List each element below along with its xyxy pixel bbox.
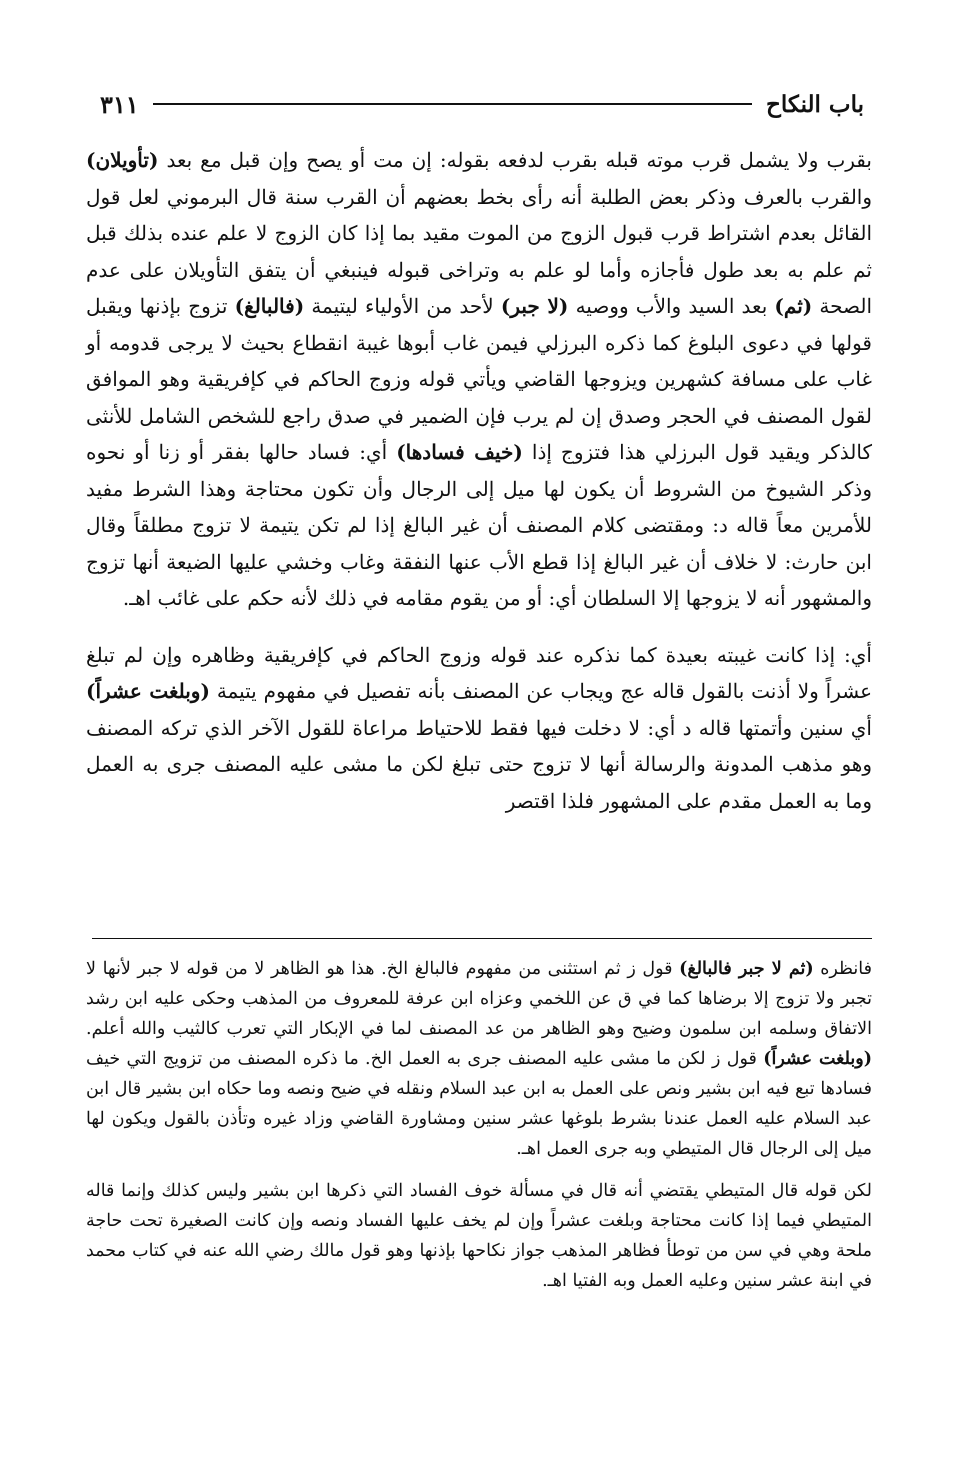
text-run: قول ز لكن ما مشى عليه المصنف جرى به العمل الخ. ما ذكره المصنف من تزويج التي خيف فسادها تبع فيه ابن بشير ونص على العمل به ابن عبد السلام ونقله في ضيح ونصه وما حكاه ابن بشير قال ابن عبد السلام عليه العمل عندنا بشرط بلوغها عشر سنين ومشاورة القاضي وزاد غيره وتأذن بالقول ويكون لها ميل إلى الرجال قال المتيطي وبه جرى العمل اهـ. <box>86 1049 872 1159</box>
running-header <box>100 84 864 124</box>
text-run: قول ز ثم استثنى من مفهوم فالبالغ الخ. هذا هو الظاهر لا من قوله لا جبر لأنها لا تجبر ولا تزوج إلا برضاها كما في ق عن اللخمي وعزاه ابن عرفة للمعروف من المذهب وحكى عليه ابن رشد الاتفاق وسلمه ابن سلمون وضيح وهو الظاهر من عد المصنف لما في الإبكار التي تعرب كالثيب والله أعلم. <box>86 959 872 1039</box>
main-paragraph-1 <box>86 142 872 617</box>
footnotes <box>86 954 872 1296</box>
bold-term: (تأويلان) <box>86 148 159 172</box>
text-run: أي: فساد حالها بفقر أو زنا أو نحوه وذكر الشيوخ من الشروط أن يكون لها ميل إلى الرجال وأن تكون محتاجة وهذا الشرط مفيد للأمرين معاً قاله د: ومقتضى كلام المصنف أن غير البالغ إذا لم تكن يتيمة لا تزوج مطلقاً وقال ابن حارث: لا خلاف أن غير البالغ إذا قطع الأب عنها النفقة وغاب وخشي عليها الضيعة أنها تزوج والمشهور أنه لا يزوجها إلا السلطان أي: أو من يقوم مقامه في ذلك لأنه حكم على غائب اهـ. <box>86 440 872 610</box>
footnote-separator <box>92 938 872 939</box>
text-run: أي سنين وأتمتها قاله د أي: لا دخلت فيها فقط للاحتياط مراعاة للقول الآخر الذي تركه المصنف وهو مذهب المدونة والرسالة أنها لا تزوج حتى تبلغ لكن ما مشى عليه المصنف جرى به العمل وما به العمل مقدم على المشهور فلذا اقتصر <box>86 715 872 813</box>
text-run: لأحد من الأولياء ليتيمة <box>311 294 494 318</box>
bold-term: (فالبالغ) <box>234 294 305 318</box>
header-rule <box>153 103 752 105</box>
bold-term: (ثم) <box>774 294 813 318</box>
text-run: بقرب ولا يشمل قرب موته قبله بقرب لدفعه بقوله: إن مت أو يصح وإن قبل مع بعد <box>166 148 872 172</box>
text-run: بعد السيد والأب ووصيه <box>575 294 768 318</box>
text-run: لكن قوله قال المتيطي يقتضي أنه قال في مسألة خوف الفساد التي ذكرها ابن بشير وليس كذلك وإنما قاله المتيطي فيما إذا كانت محتاجة وبلغت عشراً وإن لم يخف عليها الفساد ونصه وإن كانت الصغيرة تحت حاجة ملحة وهي في سن من توطأ فظاهر المذهب جواز نكاحها بإذنها وهو قول مالك رضي الله عنه في كتاب محمد في ابنة عشر سنين وعليه العمل وبه الفتيا اهـ. <box>86 1181 872 1291</box>
chapter-title: باب النكاح <box>766 90 864 118</box>
bold-term: (خيف فسادها) <box>396 440 523 464</box>
bold-term: (ثم لا جبر فالبالغ) <box>679 959 814 979</box>
footnote-paragraph-2 <box>86 1176 872 1296</box>
bold-term: (وبلغت عشراً) <box>763 1049 872 1069</box>
main-text <box>86 142 872 819</box>
text-run: والقرب بالعرف وذكر بعض الطلبة أنه رأى بخط بعضهم أن القرب سنة قال البرموني لعل قول القائل بعدم اشتراط قرب قبول الزوج من الموت مقيد بما إذا كان الزوج لا علم عنده بذلك قبل ثم علم به بعد طول فأجازه وأما لو علم به وتراخى قبوله فينبغي أن يتفق التأويلان على عدم الصحة <box>86 184 873 318</box>
main-paragraph-2 <box>86 637 872 820</box>
text-run: تزوج بإذنها ويقبل قولها في دعوى البلوغ كما ذكره البرزلي فيمن غاب أبوها غيبة انقطاع بحيث لا يرجى قدومه أو غاب على مسافة كشهرين ويزوجها القاضي ويأتي قوله وزوج الحاكم في كإفريقية وهو الموافق لقول المصنف في الحجر وصدق إن لم يرب فإن الضمير في صدق راجع للشخص الشامل للأنثى كالذكر ويقيد قول البرزلي هذا فتزوج إذا <box>86 294 872 464</box>
text-run: أي: إذا كانت غيبته بعيدة كما نذكره عند قوله وزوج الحاكم في كإفريقية وظاهره وإن لم تبلغ عشراً ولا أذنت بالقول قاله عج ويجاب عن المصنف بأنه تفصيل في مفهوم يتيمة <box>86 642 873 703</box>
text-run: فانظره <box>820 959 872 979</box>
bold-term: (لا جبر) <box>500 294 569 318</box>
page-number: ٣١١ <box>100 89 139 119</box>
bold-term: (وبلغت عشراً) <box>86 679 210 703</box>
footnote-paragraph-1 <box>86 954 872 1164</box>
